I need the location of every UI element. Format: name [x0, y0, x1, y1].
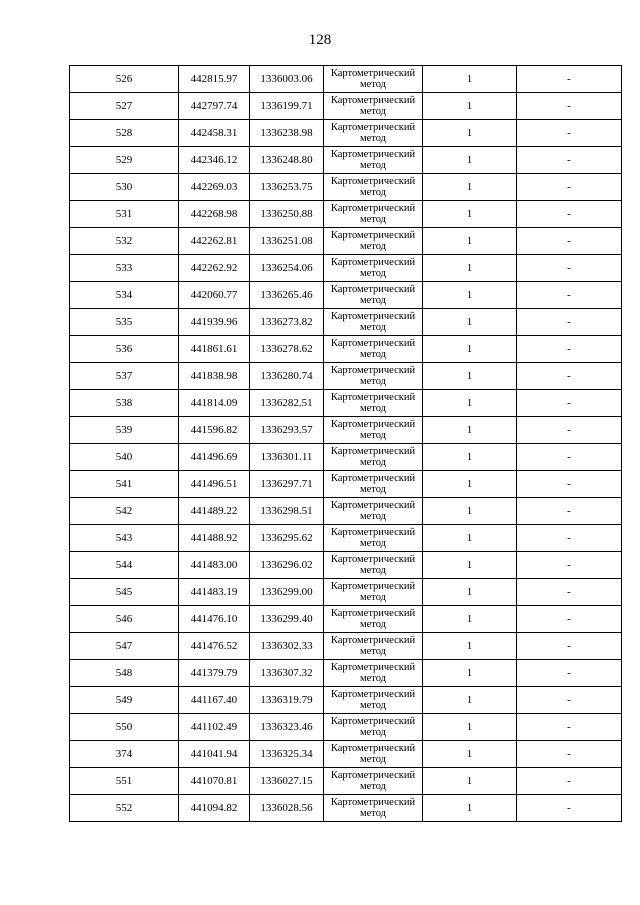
table-row [70, 309, 622, 336]
coordinate-y-cell: 1336238.98 [250, 120, 324, 147]
coordinate-y-cell: 1336250.88 [250, 201, 324, 228]
table-row [70, 444, 622, 471]
table-row [70, 741, 622, 768]
count-cell: 1 [423, 309, 517, 336]
point-number-cell: 374 [70, 741, 179, 768]
point-number-cell: 552 [70, 795, 179, 822]
point-number-cell: 542 [70, 498, 179, 525]
point-number-cell: 536 [70, 336, 179, 363]
point-number-cell: 528 [70, 120, 179, 147]
method-cell: Картометрический метод [324, 552, 423, 579]
point-number-cell: 541 [70, 471, 179, 498]
method-cell: Картометрический метод [324, 336, 423, 363]
count-cell: 1 [423, 174, 517, 201]
point-number-cell: 544 [70, 552, 179, 579]
method-cell: Картометрический метод [324, 444, 423, 471]
coordinate-x-cell: 441102.49 [179, 714, 250, 741]
coordinates-table-body [70, 66, 622, 822]
count-cell: 1 [423, 633, 517, 660]
table-row [70, 174, 622, 201]
coordinate-y-cell: 1336199.71 [250, 93, 324, 120]
coordinate-x-cell: 442458.31 [179, 120, 250, 147]
coordinate-y-cell: 1336028.56 [250, 795, 324, 822]
point-number-cell: 545 [70, 579, 179, 606]
coordinate-y-cell: 1336248.80 [250, 147, 324, 174]
note-cell: - [517, 282, 622, 309]
point-number-cell: 539 [70, 417, 179, 444]
coordinate-x-cell: 441496.69 [179, 444, 250, 471]
coordinate-y-cell: 1336273.82 [250, 309, 324, 336]
note-cell: - [517, 471, 622, 498]
coordinate-x-cell: 441070.81 [179, 768, 250, 795]
note-cell: - [517, 363, 622, 390]
note-cell: - [517, 120, 622, 147]
coordinate-x-cell: 442815.97 [179, 66, 250, 93]
table-row [70, 390, 622, 417]
note-cell: - [517, 714, 622, 741]
coordinate-x-cell: 442262.81 [179, 228, 250, 255]
count-cell: 1 [423, 471, 517, 498]
coordinate-y-cell: 1336254.06 [250, 255, 324, 282]
table-row [70, 255, 622, 282]
coordinates-table [69, 65, 622, 822]
coordinate-x-cell: 441838.98 [179, 363, 250, 390]
coordinate-y-cell: 1336323.46 [250, 714, 324, 741]
count-cell: 1 [423, 336, 517, 363]
note-cell: - [517, 687, 622, 714]
point-number-cell: 529 [70, 147, 179, 174]
coordinate-x-cell: 441814.09 [179, 390, 250, 417]
method-cell: Картометрический метод [324, 228, 423, 255]
table-row [70, 471, 622, 498]
table-row [70, 552, 622, 579]
coordinate-y-cell: 1336027.15 [250, 768, 324, 795]
table-row [70, 795, 622, 822]
count-cell: 1 [423, 93, 517, 120]
method-cell: Картометрический метод [324, 417, 423, 444]
page-number: 128 [308, 32, 332, 48]
coordinate-y-cell: 1336319.79 [250, 687, 324, 714]
method-cell: Картометрический метод [324, 120, 423, 147]
coordinate-x-cell: 441041.94 [179, 741, 250, 768]
point-number-cell: 535 [70, 309, 179, 336]
coordinate-y-cell: 1336253.75 [250, 174, 324, 201]
note-cell: - [517, 309, 622, 336]
note-cell: - [517, 66, 622, 93]
table-row [70, 66, 622, 93]
note-cell: - [517, 228, 622, 255]
table-row [70, 417, 622, 444]
count-cell: 1 [423, 363, 517, 390]
table-row [70, 606, 622, 633]
count-cell: 1 [423, 714, 517, 741]
coordinate-y-cell: 1336296.02 [250, 552, 324, 579]
coordinate-y-cell: 1336298.51 [250, 498, 324, 525]
count-cell: 1 [423, 390, 517, 417]
coordinate-x-cell: 442060.77 [179, 282, 250, 309]
coordinate-y-cell: 1336265.46 [250, 282, 324, 309]
coordinate-x-cell: 441094.82 [179, 795, 250, 822]
note-cell: - [517, 255, 622, 282]
point-number-cell: 551 [70, 768, 179, 795]
count-cell: 1 [423, 147, 517, 174]
note-cell: - [517, 417, 622, 444]
method-cell: Картометрический метод [324, 768, 423, 795]
method-cell: Картометрический метод [324, 633, 423, 660]
coordinate-y-cell: 1336299.40 [250, 606, 324, 633]
count-cell: 1 [423, 606, 517, 633]
coordinate-y-cell: 1336282.51 [250, 390, 324, 417]
point-number-cell: 548 [70, 660, 179, 687]
coordinate-x-cell: 441379.79 [179, 660, 250, 687]
note-cell: - [517, 552, 622, 579]
method-cell: Картометрический метод [324, 390, 423, 417]
coordinate-y-cell: 1336293.57 [250, 417, 324, 444]
method-cell: Картометрический метод [324, 147, 423, 174]
coordinate-x-cell: 442268.98 [179, 201, 250, 228]
coordinate-x-cell: 441167.40 [179, 687, 250, 714]
method-cell: Картометрический метод [324, 660, 423, 687]
method-cell: Картометрический метод [324, 606, 423, 633]
table-row [70, 714, 622, 741]
table-row [70, 579, 622, 606]
note-cell: - [517, 444, 622, 471]
count-cell: 1 [423, 579, 517, 606]
point-number-cell: 531 [70, 201, 179, 228]
coordinate-x-cell: 441483.19 [179, 579, 250, 606]
point-number-cell: 533 [70, 255, 179, 282]
table-row [70, 201, 622, 228]
coordinate-y-cell: 1336325.34 [250, 741, 324, 768]
method-cell: Картометрический метод [324, 201, 423, 228]
method-cell: Картометрический метод [324, 714, 423, 741]
coordinate-y-cell: 1336295.62 [250, 525, 324, 552]
table-row [70, 228, 622, 255]
count-cell: 1 [423, 525, 517, 552]
table-row [70, 660, 622, 687]
table-row [70, 120, 622, 147]
coordinate-x-cell: 442262.92 [179, 255, 250, 282]
point-number-cell: 549 [70, 687, 179, 714]
point-number-cell: 550 [70, 714, 179, 741]
count-cell: 1 [423, 282, 517, 309]
coordinate-x-cell: 442346.12 [179, 147, 250, 174]
note-cell: - [517, 390, 622, 417]
method-cell: Картометрический метод [324, 471, 423, 498]
method-cell: Картометрический метод [324, 174, 423, 201]
method-cell: Картометрический метод [324, 579, 423, 606]
note-cell: - [517, 795, 622, 822]
coordinate-x-cell: 442797.74 [179, 93, 250, 120]
count-cell: 1 [423, 768, 517, 795]
count-cell: 1 [423, 795, 517, 822]
note-cell: - [517, 660, 622, 687]
note-cell: - [517, 93, 622, 120]
point-number-cell: 546 [70, 606, 179, 633]
note-cell: - [517, 174, 622, 201]
coordinate-y-cell: 1336251.08 [250, 228, 324, 255]
count-cell: 1 [423, 444, 517, 471]
coordinate-x-cell: 441476.10 [179, 606, 250, 633]
count-cell: 1 [423, 660, 517, 687]
point-number-cell: 547 [70, 633, 179, 660]
table-row [70, 336, 622, 363]
table-row [70, 633, 622, 660]
table-row [70, 93, 622, 120]
point-number-cell: 540 [70, 444, 179, 471]
point-number-cell: 532 [70, 228, 179, 255]
count-cell: 1 [423, 120, 517, 147]
note-cell: - [517, 606, 622, 633]
point-number-cell: 543 [70, 525, 179, 552]
note-cell: - [517, 498, 622, 525]
coordinate-x-cell: 442269.03 [179, 174, 250, 201]
count-cell: 1 [423, 741, 517, 768]
coordinate-x-cell: 441496.51 [179, 471, 250, 498]
count-cell: 1 [423, 66, 517, 93]
method-cell: Картометрический метод [324, 93, 423, 120]
coordinate-y-cell: 1336302.33 [250, 633, 324, 660]
note-cell: - [517, 633, 622, 660]
count-cell: 1 [423, 498, 517, 525]
table-row [70, 525, 622, 552]
table-row [70, 687, 622, 714]
note-cell: - [517, 201, 622, 228]
coordinate-y-cell: 1336297.71 [250, 471, 324, 498]
table-row [70, 282, 622, 309]
table-row [70, 363, 622, 390]
note-cell: - [517, 741, 622, 768]
coordinate-y-cell: 1336299.00 [250, 579, 324, 606]
point-number-cell: 526 [70, 66, 179, 93]
coordinate-y-cell: 1336280.74 [250, 363, 324, 390]
count-cell: 1 [423, 201, 517, 228]
note-cell: - [517, 525, 622, 552]
method-cell: Картометрический метод [324, 255, 423, 282]
note-cell: - [517, 147, 622, 174]
coordinate-y-cell: 1336301.11 [250, 444, 324, 471]
method-cell: Картометрический метод [324, 795, 423, 822]
coordinate-y-cell: 1336003.06 [250, 66, 324, 93]
count-cell: 1 [423, 552, 517, 579]
method-cell: Картометрический метод [324, 363, 423, 390]
note-cell: - [517, 579, 622, 606]
note-cell: - [517, 336, 622, 363]
method-cell: Картометрический метод [324, 66, 423, 93]
coordinate-x-cell: 441861.61 [179, 336, 250, 363]
method-cell: Картометрический метод [324, 498, 423, 525]
point-number-cell: 530 [70, 174, 179, 201]
point-number-cell: 538 [70, 390, 179, 417]
coordinate-x-cell: 441483.00 [179, 552, 250, 579]
table-row [70, 498, 622, 525]
method-cell: Картометрический метод [324, 282, 423, 309]
point-number-cell: 527 [70, 93, 179, 120]
coordinate-x-cell: 441489.22 [179, 498, 250, 525]
coordinate-x-cell: 441488.92 [179, 525, 250, 552]
table-row [70, 147, 622, 174]
method-cell: Картометрический метод [324, 309, 423, 336]
point-number-cell: 537 [70, 363, 179, 390]
coordinate-x-cell: 441476.52 [179, 633, 250, 660]
count-cell: 1 [423, 228, 517, 255]
method-cell: Картометрический метод [324, 525, 423, 552]
note-cell: - [517, 768, 622, 795]
point-number-cell: 534 [70, 282, 179, 309]
count-cell: 1 [423, 417, 517, 444]
coordinate-x-cell: 441939.96 [179, 309, 250, 336]
coordinate-y-cell: 1336307.32 [250, 660, 324, 687]
table-row [70, 768, 622, 795]
count-cell: 1 [423, 687, 517, 714]
method-cell: Картометрический метод [324, 741, 423, 768]
method-cell: Картометрический метод [324, 687, 423, 714]
coordinate-y-cell: 1336278.62 [250, 336, 324, 363]
count-cell: 1 [423, 255, 517, 282]
coordinate-x-cell: 441596.82 [179, 417, 250, 444]
